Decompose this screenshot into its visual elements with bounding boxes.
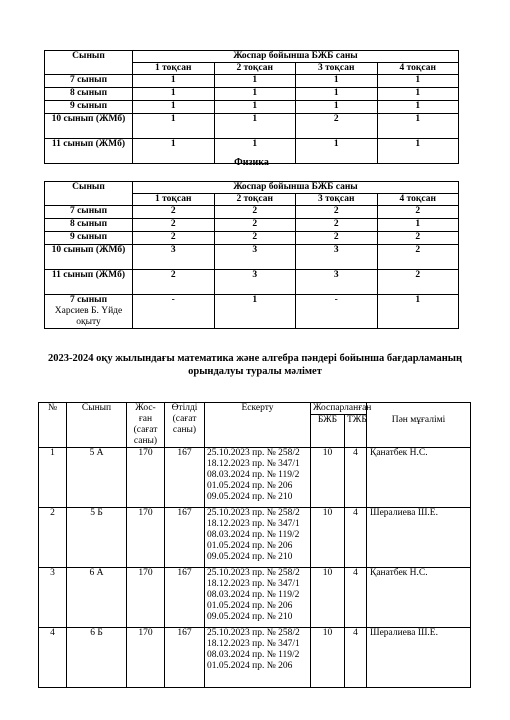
class-label: 10 сынып (ЖМб) [51,114,126,124]
bjb-cell: 10 [311,448,345,508]
planned-hours-header: Жос-ған (сағат саны) [127,403,165,448]
value-cell: 2 [296,114,378,139]
value-cell: 1 [214,295,296,329]
value-cell: 1 [214,75,296,88]
value-cell: 1 [296,88,378,101]
class-label: 8 сынып [69,219,108,229]
table-row [45,245,459,270]
value-cell: 1 [377,88,459,101]
value-cell: 2 [214,206,296,219]
bjb-plan-table-math [44,50,459,164]
value-cell: 1 [296,101,378,114]
class-cell [45,295,133,329]
quarter-header: 3 тоқсан [296,194,378,206]
note-line: 01.05.2024 пр. № 206 [207,601,293,611]
planned-hours-cell: 170 [127,628,165,688]
value-cell: 3 [296,245,378,270]
value-cell: 2 [214,219,296,232]
row-number: 3 [39,568,67,628]
class-label: 7 сынып [69,75,108,85]
note-line: 18.12.2023 пр. № 347/1 [207,579,300,589]
note-line: 08.03.2024 пр. № 119/2 [207,590,300,600]
value-cell: 1 [377,219,459,232]
value-cell: 1 [133,88,215,101]
class-label: 7 сынып [69,206,108,216]
note-header: Ескерту [205,403,311,448]
table-row [45,206,459,219]
program-completion-table [38,402,471,688]
class-label: 7 сынып [69,295,108,305]
completed-hours-cell: 167 [165,448,205,508]
table-row [45,232,459,245]
notes-cell [205,628,311,688]
bjb-header: БЖБ [311,415,345,448]
value-cell: 2 [133,270,215,295]
bjb-cell: 10 [311,628,345,688]
value-cell: 1 [214,88,296,101]
row-number: 4 [39,628,67,688]
note-line: 18.12.2023 пр. № 347/1 [207,519,300,529]
value-cell: 3 [214,270,296,295]
teacher-header: Пән мұғалімі [367,403,471,448]
row-number: 2 [39,508,67,568]
class-label: 11 сынып (ЖМб) [51,270,126,280]
value-cell: 2 [133,206,215,219]
class-cell [45,114,133,139]
value-cell: 1 [296,75,378,88]
table-row [45,219,459,232]
tjb-cell: 4 [345,628,367,688]
value-cell: 2 [377,206,459,219]
completed-hours-cell: 167 [165,628,205,688]
note-line: 01.05.2024 пр. № 206 [207,661,293,671]
notes-cell [205,448,311,508]
table-row [39,508,471,568]
class-cell [45,219,133,232]
class-cell [45,270,133,295]
class-header: Сынып [67,403,127,448]
note-line: 08.03.2024 пр. № 119/2 [207,530,300,540]
num-header: № [39,403,67,448]
value-cell: 2 [133,232,215,245]
value-cell: 1 [377,139,459,164]
class-cell: 5 А [67,448,127,508]
value-cell: 1 [377,295,459,329]
bjb-cell: 10 [311,568,345,628]
tjb-cell: 4 [345,448,367,508]
completed-hours-header: Өтілді (сағат саны) [165,403,205,448]
table-row [45,295,459,329]
table-row [45,101,459,114]
physics-section-title: Физика [234,157,269,168]
value-cell: 1 [377,75,459,88]
note-line: 09.05.2024 пр. № 210 [207,612,293,622]
table-row [39,448,471,508]
quarter-header: 4 тоқсан [377,63,459,75]
value-cell: 2 [133,219,215,232]
class-sublabel: Харсиев Б. Үйде оқыту [54,306,123,327]
tjb-cell: 4 [345,508,367,568]
tjb-cell: 4 [345,568,367,628]
tjb-header: ТЖБ [345,415,367,448]
quarter-header: 4 тоқсан [377,194,459,206]
planned-header: Жоспарланған [311,403,367,415]
value-cell: 1 [214,114,296,139]
completed-hours-cell: 167 [165,568,205,628]
class-cell: 5 Б [67,508,127,568]
table-row [45,88,459,101]
planned-hours-cell: 170 [127,448,165,508]
value-cell: - [133,295,215,329]
value-cell: 1 [377,101,459,114]
notes-cell [205,508,311,568]
class-cell [45,232,133,245]
class-cell [45,88,133,101]
value-cell: 1 [214,139,296,164]
value-cell: 2 [377,270,459,295]
planned-hours-cell: 170 [127,568,165,628]
value-cell: 1 [133,114,215,139]
value-cell: 2 [214,232,296,245]
table-row [45,75,459,88]
plan-group-header: Жоспар бойынша БЖБ саны [133,51,459,63]
quarter-header: 1 тоқсан [133,63,215,75]
note-line: 01.05.2024 пр. № 206 [207,541,293,551]
class-label: 8 сынып [69,88,108,98]
value-cell: 2 [377,232,459,245]
report-title: 2023-2024 оқу жылындағы математика және алгебра пәндері бойынша бағдарламаның орындалуы туралы мәлімет [47,353,463,377]
class-column-header: Сынып [45,182,133,206]
class-column-header: Сынып [45,51,133,75]
note-line: 25.10.2023 пр. № 258/2 [207,508,300,518]
value-cell: - [296,295,378,329]
value-cell: 1 [133,139,215,164]
class-cell [45,101,133,114]
value-cell: 3 [296,270,378,295]
value-cell: 1 [133,101,215,114]
plan-group-header: Жоспар бойынша БЖБ саны [133,182,459,194]
quarter-header: 1 тоқсан [133,194,215,206]
note-line: 09.05.2024 пр. № 210 [207,552,293,562]
row-number: 1 [39,448,67,508]
teacher-cell: Қанатбек Н.С. [367,568,471,628]
value-cell: 2 [296,232,378,245]
value-cell: 1 [133,75,215,88]
class-label: 10 сынып (ЖМб) [51,245,126,255]
planned-hours-cell: 170 [127,508,165,568]
note-line: 08.03.2024 пр. № 119/2 [207,650,300,660]
teacher-cell: Қанатбек Н.С. [367,448,471,508]
bjb-plan-table-physics [44,181,459,329]
class-label: 9 сынып [69,232,108,242]
bjb-cell: 10 [311,508,345,568]
value-cell: 3 [214,245,296,270]
class-cell: 6 А [67,568,127,628]
quarter-header: 3 тоқсан [296,63,378,75]
value-cell: 1 [377,114,459,139]
teacher-cell: Шералиева Ш.Е. [367,508,471,568]
note-line: 25.10.2023 пр. № 258/2 [207,568,300,578]
value-cell: 1 [214,101,296,114]
class-cell [45,245,133,270]
class-label: 9 сынып [69,101,108,111]
table-row [45,114,459,139]
class-cell [45,75,133,88]
value-cell: 2 [296,206,378,219]
table-row [45,270,459,295]
completed-hours-cell: 167 [165,508,205,568]
notes-cell [205,568,311,628]
value-cell: 3 [133,245,215,270]
note-line: 09.05.2024 пр. № 210 [207,492,293,502]
value-cell: 1 [296,139,378,164]
note-line: 25.10.2023 пр. № 258/2 [207,628,300,638]
class-cell [45,206,133,219]
note-line: 18.12.2023 пр. № 347/1 [207,639,300,649]
table-row [39,628,471,688]
note-line: 25.10.2023 пр. № 258/2 [207,448,300,458]
class-cell: 6 Б [67,628,127,688]
note-line: 01.05.2024 пр. № 206 [207,481,293,491]
class-label: 11 сынып (ЖМб) [51,139,126,149]
teacher-cell: Шералиева Ш.Е. [367,628,471,688]
value-cell: 2 [296,219,378,232]
table-row [39,568,471,628]
value-cell: 2 [377,245,459,270]
note-line: 18.12.2023 пр. № 347/1 [207,459,300,469]
note-line: 08.03.2024 пр. № 119/2 [207,470,300,480]
quarter-header: 2 тоқсан [214,63,296,75]
quarter-header: 2 тоқсан [214,194,296,206]
